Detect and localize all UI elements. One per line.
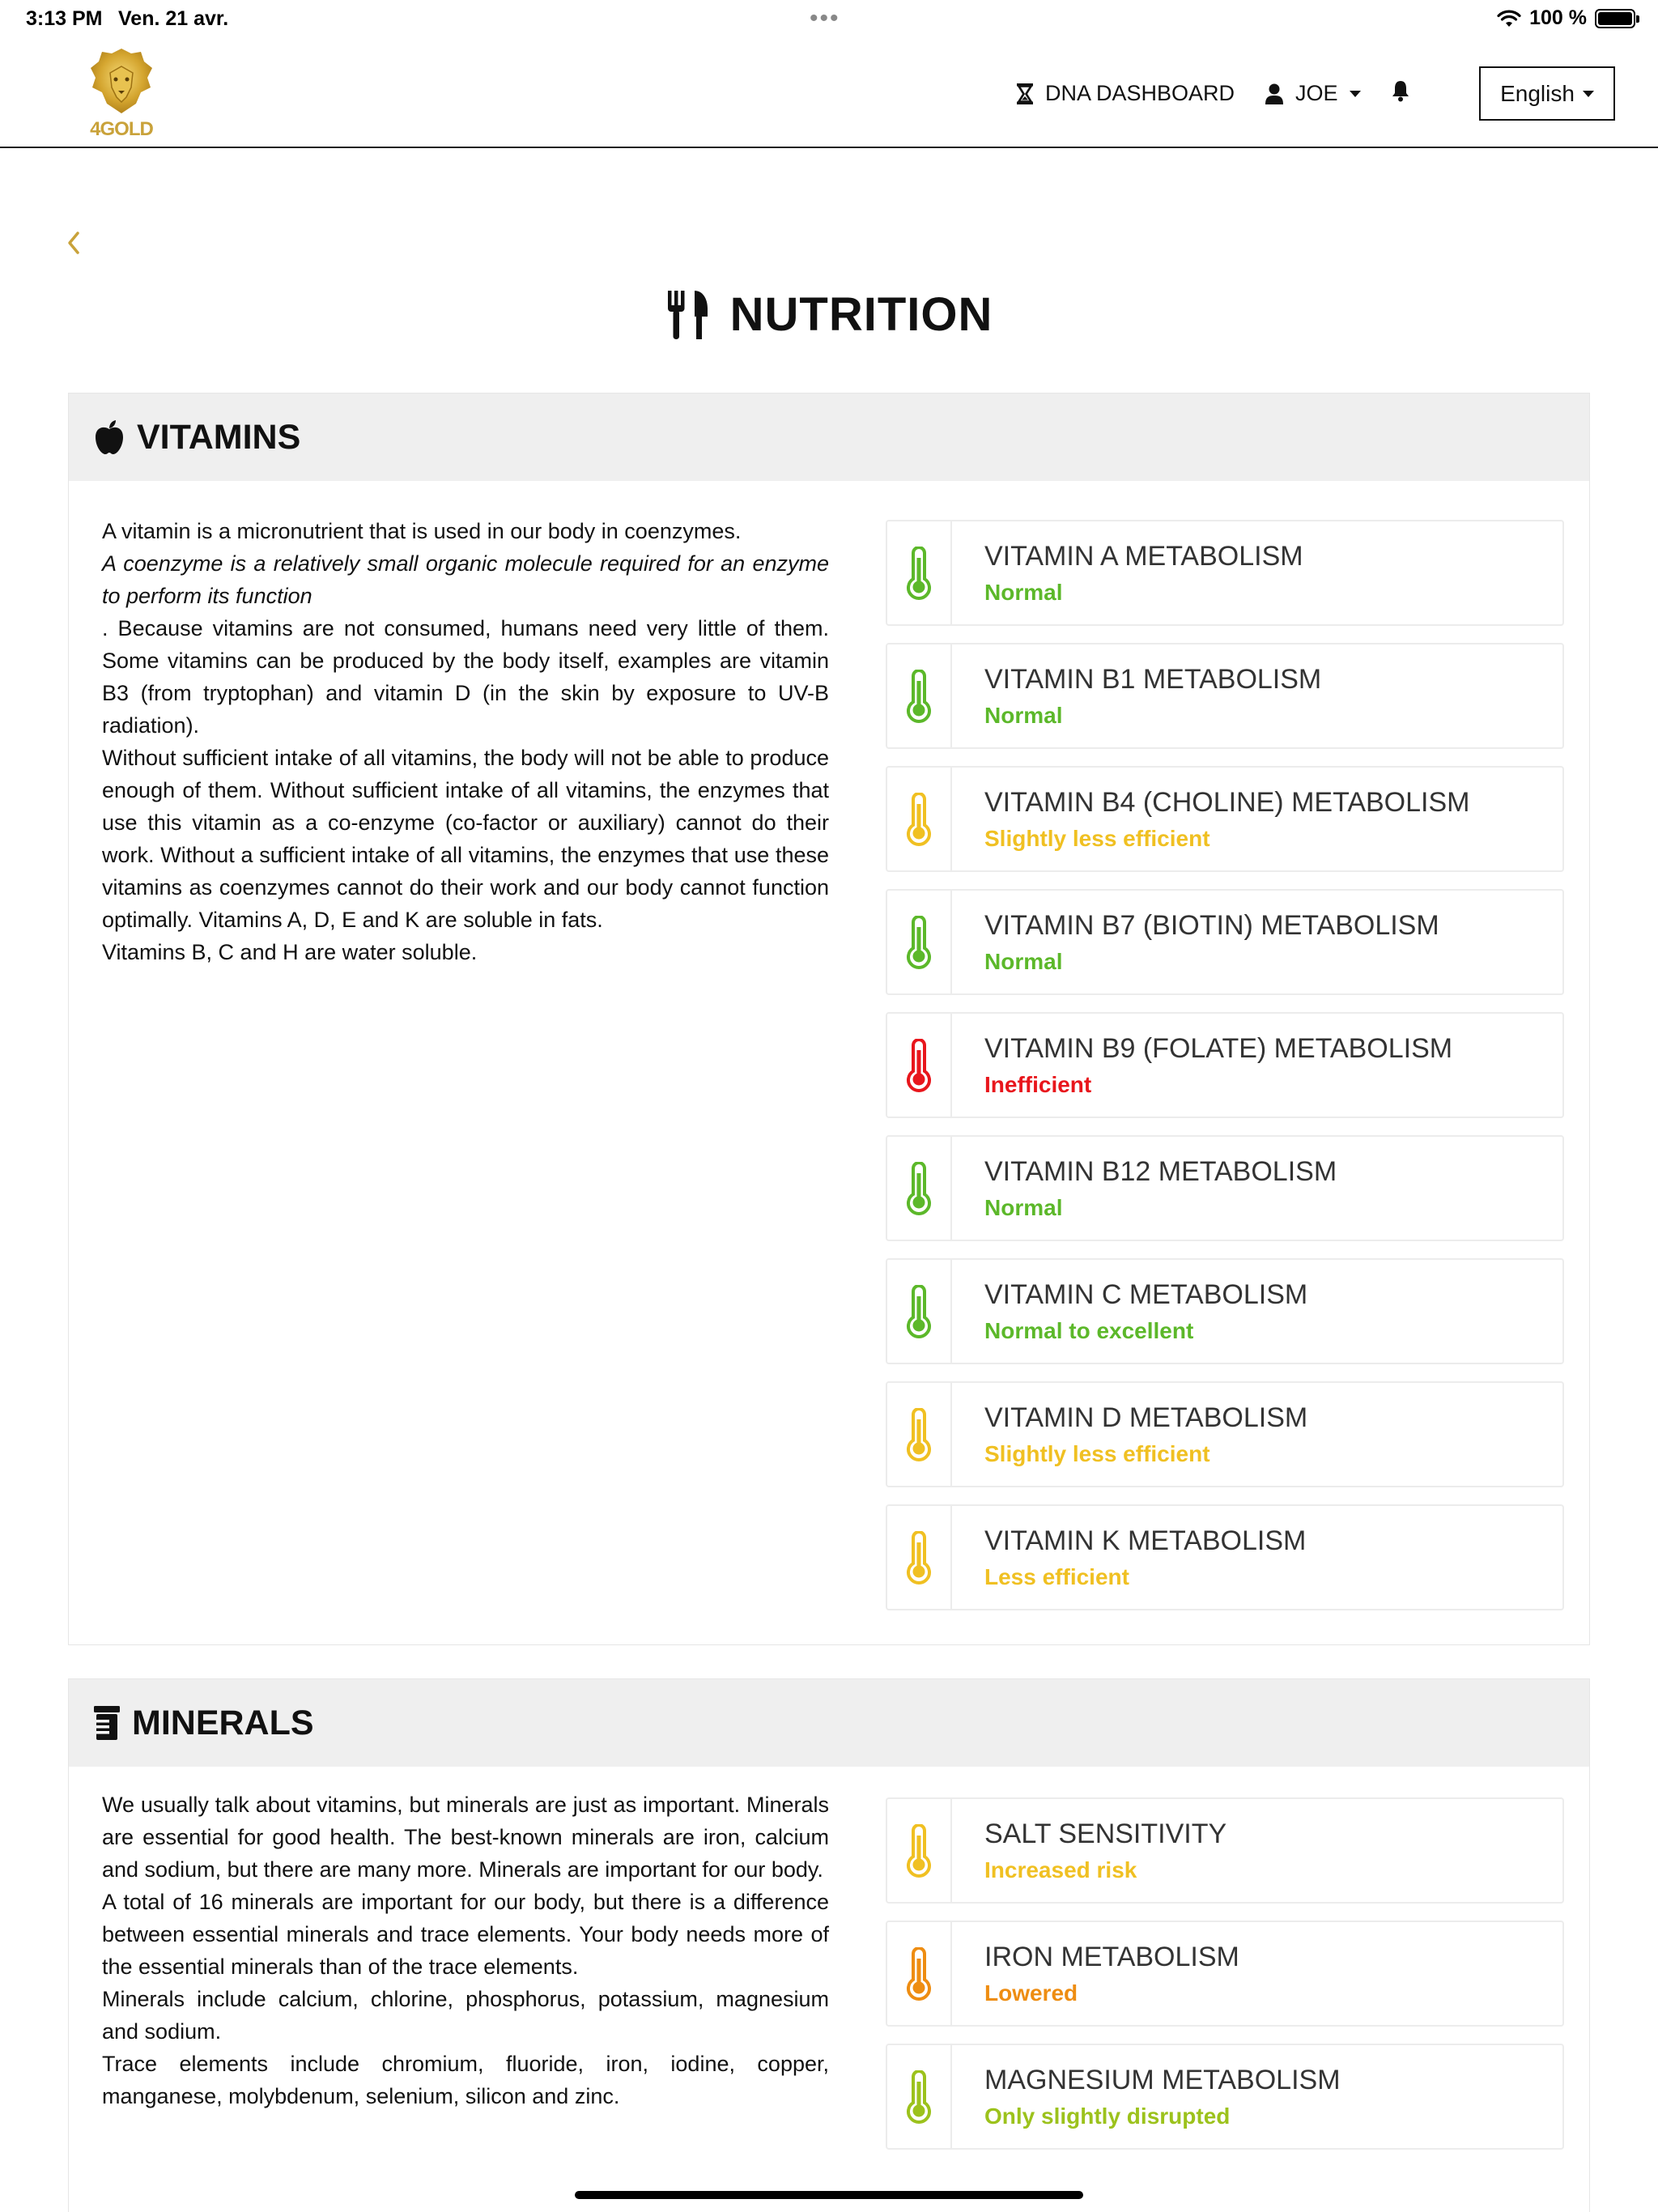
wifi-icon (1497, 9, 1521, 28)
result-card[interactable] (886, 1381, 1564, 1487)
home-indicator[interactable] (575, 2191, 1083, 2199)
thermometer-cell (887, 521, 952, 624)
result-status: Inefficient (984, 1072, 1092, 1097)
result-card[interactable] (886, 643, 1564, 749)
thermometer-icon (905, 1947, 933, 2001)
coenzyme-definition: A coenzyme is a relatively small organic molecule required for an enzyme to perform its function (102, 551, 829, 608)
minerals-paragraph: A total of 16 minerals are important for our body, but there is a difference between essential minerals and trace elements. Your body needs more of the essential minerals than of the trace elements. (102, 1890, 829, 1979)
minerals-title: MINERALS (132, 1703, 314, 1742)
thermometer-cell (887, 2045, 952, 2148)
minerals-paragraph: Minerals include calcium, chlorine, phosphorus, potassium, magnesium and sodium. (102, 1987, 829, 2044)
result-card[interactable] (886, 1012, 1564, 1118)
result-title: SALT SENSITIVITY (984, 1819, 1227, 1849)
battery-percent: 100 % (1529, 6, 1587, 29)
thermometer-icon (905, 1285, 933, 1338)
status-bar (0, 0, 1658, 39)
vitamins-title: VITAMINS (137, 417, 301, 457)
result-title: VITAMIN B4 (CHOLINE) METABOLISM (984, 787, 1470, 818)
pill-bottle-icon (93, 1705, 121, 1741)
battery-icon (1595, 9, 1635, 28)
thermometer-cell (887, 1799, 952, 1902)
page-header (0, 287, 1658, 342)
vitamins-description (102, 515, 829, 968)
status-date: Ven. 21 avr. (118, 7, 229, 30)
thermometer-icon (905, 670, 933, 723)
result-status: Lowered (984, 1980, 1078, 2006)
apple-icon (93, 419, 125, 455)
result-status: Only slightly disrupted (984, 2104, 1231, 2129)
thermometer-icon (905, 1039, 933, 1092)
utensils-icon (665, 289, 712, 341)
user-menu[interactable] (1265, 81, 1361, 106)
thermometer-cell (887, 768, 952, 870)
minerals-paragraph: We usually talk about vitamins, but minerals are just as important. Minerals are essential for good health. The best-known minerals are iron, calcium and sodium, but there are many more. Minerals are important for our body. (102, 1793, 829, 1882)
thermometer-icon (905, 2070, 933, 2124)
status-right (1497, 6, 1635, 30)
battery-fill (1598, 12, 1632, 25)
minerals-section-header (69, 1679, 1589, 1767)
thermometer-icon (905, 1824, 933, 1878)
thermometer-cell (887, 1137, 952, 1240)
thermometer-cell (887, 1014, 952, 1117)
minerals-section (68, 1678, 1590, 2212)
user-icon (1265, 83, 1284, 105)
vitamins-section (68, 393, 1590, 1645)
vitamins-paragraph: . Because vitamins are not consumed, humans need very little of them. Some vitamins can be produced by the body itself, examples are vitamin B3 (from tryptophan) and vitamin D (in the skin by exposure to UV-B radiation). (102, 616, 829, 738)
result-title: VITAMIN C METABOLISM (984, 1279, 1308, 1310)
logo-text: 4GOLD (90, 118, 153, 140)
vitamin-result-list (886, 520, 1564, 1627)
multitasking-dots[interactable]: ••• (810, 5, 840, 32)
mineral-result-list (886, 1797, 1564, 2167)
result-card[interactable] (886, 889, 1564, 995)
chevron-down-icon (1350, 91, 1361, 97)
thermometer-icon (905, 1408, 933, 1461)
result-card[interactable] (886, 2044, 1564, 2150)
status-time: 3:13 PM (26, 7, 103, 30)
thermometer-icon (905, 793, 933, 846)
result-card[interactable] (886, 1797, 1564, 1904)
result-card[interactable] (886, 1504, 1564, 1610)
thermometer-icon (905, 1162, 933, 1215)
result-status: Normal (984, 949, 1063, 974)
thermometer-icon (905, 547, 933, 600)
thermometer-cell (887, 1383, 952, 1486)
result-status: Normal (984, 1195, 1063, 1220)
back-button[interactable] (63, 227, 84, 259)
thermometer-cell (887, 1506, 952, 1609)
result-title: VITAMIN D METABOLISM (984, 1402, 1308, 1433)
result-title: VITAMIN K METABOLISM (984, 1525, 1307, 1556)
page-title: NUTRITION (729, 288, 993, 341)
vitamins-paragraph (102, 547, 829, 612)
language-select[interactable] (1479, 66, 1615, 121)
chevron-down-icon (1583, 91, 1594, 97)
app-header (0, 39, 1658, 148)
thermometer-icon (905, 916, 933, 969)
vitamins-paragraph: Vitamins B, C and H are water soluble. (102, 940, 478, 964)
language-label: English (1500, 80, 1575, 106)
result-title: VITAMIN B7 (BIOTIN) METABOLISM (984, 910, 1439, 941)
dna-dashboard-link[interactable] (1016, 81, 1235, 106)
result-status: Increased risk (984, 1857, 1137, 1882)
thermometer-cell (887, 891, 952, 993)
vitamins-paragraph: Without sufficient intake of all vitamins, the body will not be able to produce enough of them. Without sufficient intake of all vitamins, the enzymes that use this vitamin as a co-enzyme (co-factor or auxiliary) cannot do their work. Without a sufficient intake of all vitamins, the enzymes that use these vitamins as coenzymes cannot do their work and our body cannot function optimally. Vitamins A, D, E and K are soluble in fats. (102, 746, 829, 932)
vitamins-section-header (69, 393, 1589, 481)
user-name: JOE (1295, 81, 1338, 105)
result-status: Normal (984, 580, 1063, 605)
result-status: Slightly less efficient (984, 826, 1210, 851)
result-card[interactable] (886, 1921, 1564, 2027)
dna-dashboard-label: DNA DASHBOARD (1045, 81, 1235, 105)
bell-icon (1391, 79, 1410, 102)
result-title: VITAMIN B9 (FOLATE) METABOLISM (984, 1033, 1453, 1064)
result-status: Less efficient (984, 1564, 1129, 1589)
battery-tip (1636, 15, 1639, 23)
result-title: MAGNESIUM METABOLISM (984, 2065, 1341, 2095)
lion-logo-icon (87, 45, 155, 118)
minerals-paragraph: Trace elements include chromium, fluoride, iron, iodine, copper, manganese, molybdenum, selenium, silicon and zinc. (102, 2052, 829, 2108)
thermometer-cell (887, 644, 952, 747)
result-title: VITAMIN B1 METABOLISM (984, 664, 1322, 695)
result-title: IRON METABOLISM (984, 1942, 1239, 1972)
brand-logo[interactable] (87, 45, 155, 138)
minerals-description (102, 1789, 829, 2112)
result-card[interactable] (886, 1135, 1564, 1241)
result-status: Slightly less efficient (984, 1441, 1210, 1466)
vitamins-paragraph: A vitamin is a micronutrient that is used in our body in coenzymes. (102, 519, 742, 543)
result-card[interactable] (886, 1258, 1564, 1364)
thermometer-cell (887, 1922, 952, 2025)
result-status: Normal to excellent (984, 1318, 1194, 1343)
thermometer-icon (905, 1531, 933, 1585)
thermometer-cell (887, 1260, 952, 1363)
result-card[interactable] (886, 766, 1564, 872)
result-title: VITAMIN A METABOLISM (984, 541, 1303, 572)
hourglass-icon (1016, 83, 1034, 105)
result-card[interactable] (886, 520, 1564, 626)
result-status: Normal (984, 703, 1063, 728)
notifications-button[interactable] (1391, 79, 1410, 102)
chevron-left-icon (63, 227, 84, 259)
result-title: VITAMIN B12 METABOLISM (984, 1156, 1337, 1187)
